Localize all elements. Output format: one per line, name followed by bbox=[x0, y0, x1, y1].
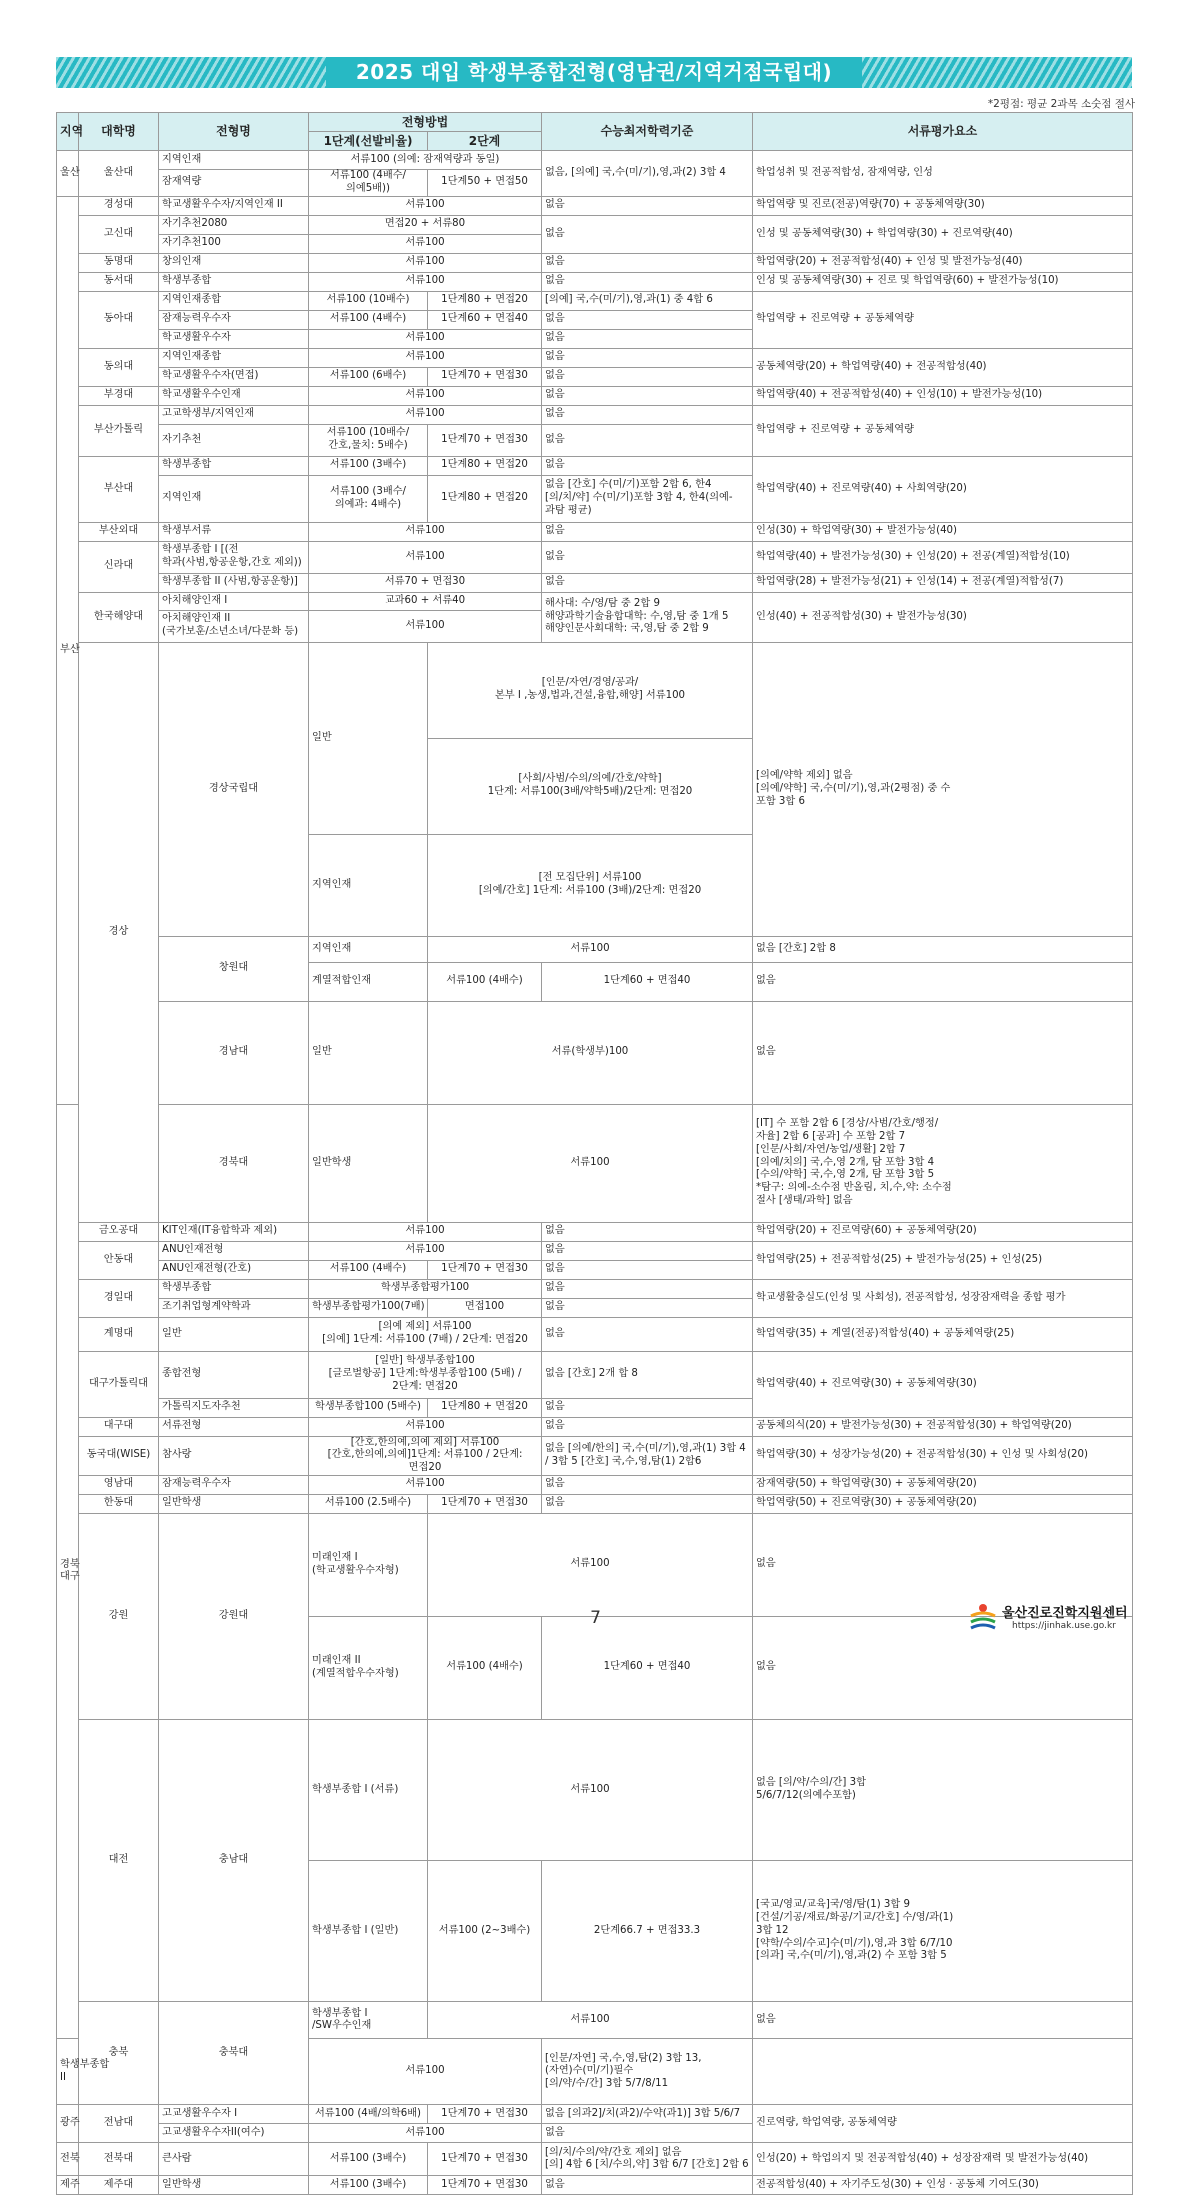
stage1-cell: [의예 제외] 서류100 [의예] 1단계: 서류100 (7배) / 2단계: 면접20 bbox=[309, 1317, 542, 1351]
name-cell: 일반 bbox=[159, 1317, 309, 1351]
univ-cell: 동명대 bbox=[79, 253, 159, 272]
stage1-cell: 서류100 (4배/의학6배) bbox=[309, 2105, 428, 2124]
name-cell: 아치해양인재 I bbox=[159, 592, 309, 610]
name-cell: 일반학생 bbox=[159, 2176, 309, 2195]
eval-cell: 학교생활충실도(인성 및 사회성), 전공적합성, 성장잠재력을 종합 평가 bbox=[753, 1279, 1133, 1317]
stage2-cell: 1단계80 + 면접20 bbox=[428, 1398, 542, 1417]
stage2-cell: 1단계80 + 면접20 bbox=[428, 475, 542, 522]
stage1-cell: 서류100 (3배수/ 의예과: 4배수) bbox=[309, 475, 428, 522]
center-name: 울산진로진학지원센터 bbox=[1002, 1606, 1128, 1621]
univ-cell: 부경대 bbox=[79, 386, 159, 405]
name-cell: 서류전형 bbox=[159, 1417, 309, 1436]
min-cell: 없음 bbox=[542, 1417, 753, 1436]
center-logo bbox=[968, 1600, 1148, 1640]
min-cell: 없음 [의/약/수의/간] 3합 5/6/7/12(의예수포함) bbox=[753, 1719, 1133, 1860]
name-cell: 고교생활우수자 I bbox=[159, 2105, 309, 2124]
univ-cell: 경남대 bbox=[159, 1001, 309, 1104]
eval-cell: 인성(40) + 전공적합성(30) + 발전가능성(30) bbox=[753, 592, 1133, 642]
region-cell: 광주 bbox=[57, 2105, 79, 2143]
stage1-cell: 서류100 bbox=[428, 1719, 753, 1860]
stage1-cell: [인문/자연/경영/공과/ 본부 I ,농생,법과,건설,융합,해양] 서류100 bbox=[428, 642, 753, 738]
name-cell: 학생부종합 bbox=[159, 272, 309, 291]
eval-cell: 진로역량, 학업역량, 공동체역량 bbox=[753, 2105, 1133, 2143]
univ-cell: 계명대 bbox=[79, 1317, 159, 1351]
min-cell: [인문/자연] 국,수,영,탐(2) 3합 13, (자연)수(미/기)필수 [의/약/수/간] 3합 5/7/8/11 bbox=[542, 2039, 753, 2105]
eval-cell: 학업역량 및 진로(전공)역량(70) + 공동체역량(30) bbox=[753, 196, 1133, 215]
name-cell: 고교학생부/지역인재 bbox=[159, 405, 309, 424]
stage1-cell: 서류100 bbox=[428, 1513, 753, 1616]
univ-cell: 한국해양대 bbox=[79, 592, 159, 642]
min-cell: 없음 bbox=[542, 405, 753, 424]
stage2-cell: 1단계60 + 면접40 bbox=[542, 1616, 753, 1719]
stage1-cell: 서류100 bbox=[428, 2002, 753, 2039]
stage1-cell: 서류100 (6배수) bbox=[309, 367, 428, 386]
min-cell: 없음 bbox=[542, 253, 753, 272]
stage1-cell: 서류100 bbox=[309, 1475, 542, 1494]
name-cell: 학생부종합 bbox=[159, 456, 309, 475]
header-region: 지역 bbox=[57, 113, 79, 151]
name-cell: 자기추천 bbox=[159, 424, 309, 456]
stage1-cell: 서류100 bbox=[428, 1104, 753, 1222]
name-cell: 지역인재 bbox=[159, 151, 309, 170]
min-cell: 없음 bbox=[542, 1241, 753, 1260]
name-cell: 학생부종합 I (일반) bbox=[309, 1861, 428, 2002]
univ-cell: 전남대 bbox=[79, 2105, 159, 2143]
name-cell: 자기추천100 bbox=[159, 234, 309, 253]
eval-cell: 인성(30) + 학업역량(30) + 발전가능성(40) bbox=[753, 522, 1133, 541]
univ-cell: 충남대 bbox=[159, 1719, 309, 2002]
header-stage2: 2단계 bbox=[428, 132, 542, 151]
stage1-cell: 서류100 (4배수) bbox=[309, 1260, 428, 1279]
header-name: 전형명 bbox=[159, 113, 309, 151]
stage1-cell: 서류100 (4배수) bbox=[309, 310, 428, 329]
stage2-cell: 1단계70 + 면접30 bbox=[428, 1494, 542, 1513]
name-cell: 학생부종합 I (서류) bbox=[309, 1719, 428, 1860]
min-cell: 없음 bbox=[753, 1616, 1133, 1719]
stage1-cell: 서류100 bbox=[309, 1417, 542, 1436]
eval-cell: 학업역량(40) + 전공적합성(40) + 인성(10) + 발전가능성(10) bbox=[753, 386, 1133, 405]
page-title: 2025 대입 학생부종합전형(영남권/지역거점국립대) bbox=[355, 60, 833, 84]
name-cell: 미래인재 I (학교생활우수자형) bbox=[309, 1513, 428, 1616]
name-cell: 일반 bbox=[309, 1001, 428, 1104]
univ-cell: 제주대 bbox=[79, 2176, 159, 2195]
univ-cell: 울산대 bbox=[79, 151, 159, 197]
footnote: *2평점: 평균 2과목 소숫점 절사 bbox=[987, 98, 1135, 110]
eval-cell: 학업역량 + 진로역량 + 공동체역량 bbox=[753, 291, 1133, 348]
min-cell: 없음 bbox=[542, 2176, 753, 2195]
univ-cell: 고신대 bbox=[79, 215, 159, 253]
header-eval: 서류평가요소 bbox=[753, 113, 1133, 151]
title-banner bbox=[56, 57, 1132, 88]
name-cell: 잠재능력우수자 bbox=[159, 1475, 309, 1494]
stage1-cell: 서류100 bbox=[309, 329, 542, 348]
stage1-cell: 서류100 (4배수) bbox=[428, 1616, 542, 1719]
name-cell: 일반 bbox=[309, 642, 428, 834]
univ-cell: 경상국립대 bbox=[159, 642, 309, 936]
univ-cell: 부산대 bbox=[79, 456, 159, 522]
region-cell: 제주 bbox=[57, 2176, 79, 2195]
min-cell: 없음 bbox=[542, 1222, 753, 1241]
stage1-cell: [전 모집단위] 서류100 [의예/간호] 1단계: 서류100 (3배)/2단계: 면접20 bbox=[428, 834, 753, 936]
stage1-cell: 서류100 (10배수) bbox=[309, 291, 428, 310]
min-cell: 없음 bbox=[542, 329, 753, 348]
stage1-cell: 서류100 (4배수/의예5배)) bbox=[309, 170, 428, 197]
min-cell: [IT] 수 포함 2합 6 [경상/사범/간호/행정/ 자율] 2합 6 [공과] 수 포함 2합 7 [인문/사회/자연/농업/생활] 2합 7 [의예/치의] 국,수,영 2개, 탐 포함 3합 4 [수의/약학] 국,수,영 2개, 탐 포함 3합 5 *탐구: 의예-소수점 반올림, 치,수,약: 소수점 절사 [생태/과학] 없음 bbox=[753, 1104, 1133, 1222]
region-cell: 부산 bbox=[57, 196, 79, 1104]
stage1-cell: [사회/사범/수의/의예/간호/약학] 1단계: 서류100(3배/약학5배)/2단계: 면접20 bbox=[428, 738, 753, 834]
center-emblem-icon bbox=[968, 1602, 998, 1632]
eval-cell: 인성 및 공동체역량(30) + 학업역량(30) + 진로역량(40) bbox=[753, 215, 1133, 253]
center-url: https://jinhak.use.go.kr bbox=[1012, 1621, 1116, 1631]
stage1-cell: 서류100 bbox=[309, 405, 542, 424]
name-cell: 학생부종합 II bbox=[57, 2039, 79, 2105]
stage1-cell: 서류100 bbox=[309, 2039, 542, 2105]
stage2-cell: 1단계80 + 면접20 bbox=[428, 456, 542, 475]
region-cell: 강원 bbox=[79, 1513, 159, 1719]
min-cell: 없음 bbox=[542, 1475, 753, 1494]
stage1-cell: 서류100 bbox=[309, 386, 542, 405]
name-cell: 고교생활우수자II(여수) bbox=[159, 2124, 309, 2143]
min-cell: 없음 bbox=[542, 456, 753, 475]
univ-cell: 동의대 bbox=[79, 348, 159, 386]
min-cell: 없음 [간호] 수(미/기)포함 2합 6, 한4 [의/치/약] 수(미/기)포함 3합 4, 한4(의예- 과탐 평균) bbox=[542, 475, 753, 522]
min-cell: 없음 bbox=[753, 2002, 1133, 2039]
name-cell: 지역인재 bbox=[309, 834, 428, 936]
stage1-cell: 서류100 (3배수) bbox=[309, 456, 428, 475]
header-univ: 대학명 bbox=[79, 113, 159, 151]
name-cell: 잠재능력우수자 bbox=[159, 310, 309, 329]
min-cell: 없음 bbox=[542, 215, 753, 253]
univ-cell: 부산외대 bbox=[79, 522, 159, 541]
name-cell: 잠재역량 bbox=[159, 170, 309, 197]
min-cell: 없음 bbox=[542, 310, 753, 329]
name-cell: 가톨릭지도자추천 bbox=[159, 1398, 309, 1417]
min-cell: 없음 bbox=[753, 1513, 1133, 1616]
name-cell: ANU인재전형 bbox=[159, 1241, 309, 1260]
stage2-cell: 면접100 bbox=[428, 1298, 542, 1317]
stage2-cell: 2단계66.7 + 면접33.3 bbox=[542, 1861, 753, 2002]
stage1-cell: 서류100 bbox=[309, 272, 542, 291]
min-cell: 없음 bbox=[542, 1279, 753, 1298]
name-cell: 종합전형 bbox=[159, 1351, 309, 1398]
region-cell: 경북 대구 bbox=[57, 1104, 79, 2039]
stage1-cell: 서류100 bbox=[428, 936, 753, 962]
univ-cell: 충북대 bbox=[159, 2002, 309, 2105]
min-cell: 없음 bbox=[542, 1317, 753, 1351]
stage1-cell: [간호,한의예,의예 제외] 서류100 [간호,한의예,의예]1단계: 서류100 / 2단계: 면접20 bbox=[309, 1436, 542, 1475]
name-cell: 창의인재 bbox=[159, 253, 309, 272]
name-cell: 아치해양인재 II (국가보훈/소년소녀/다문화 등) bbox=[159, 610, 309, 642]
stage1-cell: 서류100 bbox=[309, 1241, 542, 1260]
eval-cell: 학업역량(40) + 진로역량(40) + 사회역량(20) bbox=[753, 456, 1133, 522]
stage1-cell: 서류100 bbox=[309, 2124, 542, 2143]
univ-cell: 경일대 bbox=[79, 1279, 159, 1317]
stage2-cell: 1단계60 + 면접40 bbox=[428, 310, 542, 329]
name-cell: 큰사람 bbox=[159, 2143, 309, 2176]
name-cell: 미래인재 II (계열적합우수자형) bbox=[309, 1616, 428, 1719]
region-cell: 전북 bbox=[57, 2143, 79, 2176]
univ-cell: 동국대(WISE) bbox=[79, 1436, 159, 1475]
min-cell: 없음 bbox=[753, 1001, 1133, 1104]
min-cell: 없음 [의예/한의] 국,수(미/기),영,과(1) 3합 4 / 3합 5 [간호] 국,수,영,탐(1) 2합6 bbox=[542, 1436, 753, 1475]
univ-cell: 한동대 bbox=[79, 1494, 159, 1513]
min-cell: 없음 bbox=[753, 962, 1133, 1001]
univ-cell: 금오공대 bbox=[79, 1222, 159, 1241]
name-cell: 참사랑 bbox=[159, 1436, 309, 1475]
header-min: 수능최저학력기준 bbox=[542, 113, 753, 151]
univ-cell: 경성대 bbox=[79, 196, 159, 215]
univ-cell: 전북대 bbox=[79, 2143, 159, 2176]
name-cell: KIT인재(IT융합학과 제외) bbox=[159, 1222, 309, 1241]
eval-cell: 학업역량 + 진로역량 + 공동체역량 bbox=[753, 405, 1133, 456]
min-cell: 없음 bbox=[542, 196, 753, 215]
stage1-cell: 교과60 + 서류40 bbox=[309, 592, 542, 610]
stage2-cell: 1단계70 + 면접30 bbox=[428, 2105, 542, 2124]
stage1-cell: 서류100 bbox=[309, 1222, 542, 1241]
min-cell: 없음 bbox=[542, 1398, 753, 1417]
name-cell: 학생부종합 bbox=[159, 1279, 309, 1298]
stage2-cell: 1단계70 + 면접30 bbox=[428, 2176, 542, 2195]
min-cell: 없음 bbox=[542, 2124, 753, 2143]
min-cell: 없음 bbox=[542, 386, 753, 405]
univ-cell: 대구대 bbox=[79, 1417, 159, 1436]
region-cell: 울산 bbox=[57, 151, 79, 197]
stage2-cell: 1단계70 + 면접30 bbox=[428, 424, 542, 456]
eval-cell: 전공적합성(40) + 자기주도성(30) + 인성 · 공동체 기여도(30) bbox=[753, 2176, 1133, 2195]
eval-cell: 학업역량(20) + 진로역량(60) + 공동체역량(20) bbox=[753, 1222, 1133, 1241]
stage1-cell: 학생부종합평가100(7배) bbox=[309, 1298, 428, 1317]
eval-cell: 인성 및 공동체역량(30) + 진로 및 학업역량(60) + 발전가능성(10) bbox=[753, 272, 1133, 291]
eval-cell: 학업역량(30) + 성장가능성(20) + 전공적합성(30) + 인성 및 사회성(20) bbox=[753, 1436, 1133, 1475]
eval-cell: 학업역량(20) + 전공적합성(40) + 인성 및 발전가능성(40) bbox=[753, 253, 1133, 272]
name-cell: 학교생활우수자 bbox=[159, 329, 309, 348]
min-cell: 없음, [의예] 국,수(미/기),영,과(2) 3합 4 bbox=[542, 151, 753, 197]
eval-cell: 공동체의식(20) + 발전가능성(30) + 전공적합성(30) + 학업역량(20) bbox=[753, 1417, 1133, 1436]
univ-cell: 동아대 bbox=[79, 291, 159, 348]
stage2-cell: 1단계80 + 면접20 bbox=[428, 291, 542, 310]
univ-cell: 안동대 bbox=[79, 1241, 159, 1279]
univ-cell: 동서대 bbox=[79, 272, 159, 291]
stage1-cell: 서류100 bbox=[309, 253, 542, 272]
header-stage1: 1단계(선발비율) bbox=[309, 132, 428, 151]
name-cell: 학생부종합 I /SW우수인재 bbox=[309, 2002, 428, 2039]
eval-cell: 학업성취 및 전공적합성, 잠재역량, 인성 bbox=[753, 151, 1133, 197]
stage1-cell: 서류100 (3배수) bbox=[309, 2176, 428, 2195]
stage2-cell: 1단계70 + 면접30 bbox=[428, 367, 542, 386]
min-cell: [의예/약학 제외] 없음 [의예/약학] 국,수(미/기),영,과(2평점) 중 수 포함 3합 6 bbox=[753, 642, 1133, 936]
univ-cell: 창원대 bbox=[159, 936, 309, 1001]
region-cell: 충북 bbox=[79, 2002, 159, 2105]
name-cell: 학교생활우수자(면접) bbox=[159, 367, 309, 386]
admission-table bbox=[56, 112, 1133, 2195]
region-cell: 경상 bbox=[79, 642, 159, 1222]
stage1-cell: 서류100 bbox=[309, 541, 542, 573]
stage1-cell: 면접20 + 서류80 bbox=[309, 215, 542, 234]
stage1-cell: [일반] 학생부종합100 [글로벌항공] 1단계:학생부종합100 (5배) / 2단계: 면접20 bbox=[309, 1351, 542, 1398]
min-cell: 없음 bbox=[542, 541, 753, 573]
min-cell: 없음 bbox=[542, 367, 753, 386]
stage1-cell: 서류100 (2~3배수) bbox=[428, 1861, 542, 2002]
stage1-cell: 서류100 bbox=[309, 234, 542, 253]
eval-cell: 학업역량(25) + 전공적합성(25) + 발전가능성(25) + 인성(25) bbox=[753, 1241, 1133, 1279]
eval-cell: 인성(20) + 학업의지 및 전공적합성(40) + 성장잠재력 및 발전가능성(40) bbox=[753, 2143, 1133, 2176]
stage1-cell: 서류100 (4배수) bbox=[428, 962, 542, 1001]
stage1-cell: 서류100 bbox=[309, 348, 542, 367]
stage1-cell: 서류100 bbox=[309, 522, 542, 541]
stage1-cell: 서류100 (3배수) bbox=[309, 2143, 428, 2176]
name-cell: 학생부종합 II (사범,항공운항)] bbox=[159, 573, 309, 592]
min-cell: 없음 bbox=[542, 522, 753, 541]
name-cell: 학교생활우수자/지역인재 II bbox=[159, 196, 309, 215]
stage2-cell: 1단계50 + 면접50 bbox=[428, 170, 542, 197]
min-cell: 없음 [간호] 2합 8 bbox=[753, 936, 1133, 962]
eval-cell: 학업역량(35) + 계열(전공)적합성(40) + 공동체역량(25) bbox=[753, 1317, 1133, 1351]
name-cell: 자기추천2080 bbox=[159, 215, 309, 234]
min-cell: 없음 bbox=[542, 1494, 753, 1513]
min-cell: 없음 bbox=[542, 272, 753, 291]
eval-cell: 잠재역량(50) + 학업역량(30) + 공동체역량(20) bbox=[753, 1475, 1133, 1494]
name-cell: 일반학생 bbox=[309, 1104, 428, 1222]
name-cell: 일반학생 bbox=[159, 1494, 309, 1513]
stage2-cell: 1단계60 + 면접40 bbox=[542, 962, 753, 1001]
univ-cell: 경북대 bbox=[159, 1104, 309, 1222]
min-cell: 없음 bbox=[542, 573, 753, 592]
stage1-cell: 서류100 (2.5배수) bbox=[309, 1494, 428, 1513]
eval-cell: 학업역량(28) + 발전가능성(21) + 인성(14) + 전공(계열)적합성(7) bbox=[753, 573, 1133, 592]
min-cell: 없음 bbox=[542, 424, 753, 456]
min-cell: 없음 bbox=[542, 1298, 753, 1317]
stage1-cell: 서류100 bbox=[309, 610, 542, 642]
stage1-cell: 서류100 (10배수/ 간호,물치: 5배수) bbox=[309, 424, 428, 456]
name-cell: 학생부종합 I [(전 학과(사범,항공운항,간호 제외)) bbox=[159, 541, 309, 573]
min-cell: [의예] 국,수(미/기),영,과(1) 중 4합 6 bbox=[542, 291, 753, 310]
min-cell: 없음 bbox=[542, 348, 753, 367]
stage1-cell: 서류(학생부)100 bbox=[428, 1001, 753, 1104]
name-cell: 조기취업형계약학과 bbox=[159, 1298, 309, 1317]
page-number: 7 bbox=[590, 1608, 601, 1628]
stage2-cell: 1단계70 + 면접30 bbox=[428, 2143, 542, 2176]
stage1-cell: 학생부종합100 (5배수) bbox=[309, 1398, 428, 1417]
name-cell: ANU인재전형(간호) bbox=[159, 1260, 309, 1279]
eval-cell: 학업역량(40) + 진로역량(30) + 공동체역량(30) bbox=[753, 1351, 1133, 1417]
eval-cell: 학업역량(40) + 발전가능성(30) + 인성(20) + 전공(계열)적합성(10) bbox=[753, 541, 1133, 573]
stage1-cell: 서류100 (의예: 잠재역량과 동일) bbox=[309, 151, 542, 170]
univ-cell: 영남대 bbox=[79, 1475, 159, 1494]
eval-cell: 공동체역량(20) + 학업역량(40) + 전공적합성(40) bbox=[753, 348, 1133, 386]
name-cell: 계열적합인재 bbox=[309, 962, 428, 1001]
stage1-cell: 서류100 bbox=[309, 196, 542, 215]
min-cell: 없음 [간호] 2개 합 8 bbox=[542, 1351, 753, 1398]
header-method: 전형방법 bbox=[309, 113, 542, 132]
stage1-cell: 서류70 + 면접30 bbox=[309, 573, 542, 592]
eval-cell: 학업역량(50) + 진로역량(30) + 공동체역량(20) bbox=[753, 1494, 1133, 1513]
min-cell: 없음 bbox=[542, 1260, 753, 1279]
min-cell: 없음 [의과2]/치(과2)/수약(과1)] 3합 5/6/7 bbox=[542, 2105, 753, 2124]
name-cell: 지역인재 bbox=[309, 936, 428, 962]
region-cell: 대전 bbox=[79, 1719, 159, 2002]
univ-cell: 강원대 bbox=[159, 1513, 309, 1719]
univ-cell: 부산가톨릭 bbox=[79, 405, 159, 456]
stage1-cell: 학생부종합평가100 bbox=[309, 1279, 542, 1298]
univ-cell: 대구가톨릭대 bbox=[79, 1351, 159, 1417]
stage2-cell: 1단계70 + 면접30 bbox=[428, 1260, 542, 1279]
name-cell: 학교생활우수인재 bbox=[159, 386, 309, 405]
name-cell: 학생부서류 bbox=[159, 522, 309, 541]
min-cell: 해사대: 수/영/탐 중 2합 9 해양과학기술융합대학: 수,영,탐 중 1개 5 해양인문사회대학: 국,영,탐 중 2합 9 bbox=[542, 592, 753, 642]
name-cell: 지역인재종합 bbox=[159, 348, 309, 367]
min-cell: [국교/영교/교육]국/영/탐(1) 3합 9 [건설/기공/재료/화공/기교/간호] 수/영/과(1) 3합 12 [약학/수의/수교]수(미/기),영,과 3합 6/7/10 [의과] 국,수(미/기),영,과(2) 수 포함 3합 5 bbox=[753, 1861, 1133, 2002]
name-cell: 지역인재 bbox=[159, 475, 309, 522]
min-cell: [의/치/수의/약/간호 제외] 없음 [의] 4합 6 [치/수의,약] 3합 6/7 [간호] 2합 6 bbox=[542, 2143, 753, 2176]
univ-cell: 신라대 bbox=[79, 541, 159, 592]
name-cell: 지역인재종합 bbox=[159, 291, 309, 310]
